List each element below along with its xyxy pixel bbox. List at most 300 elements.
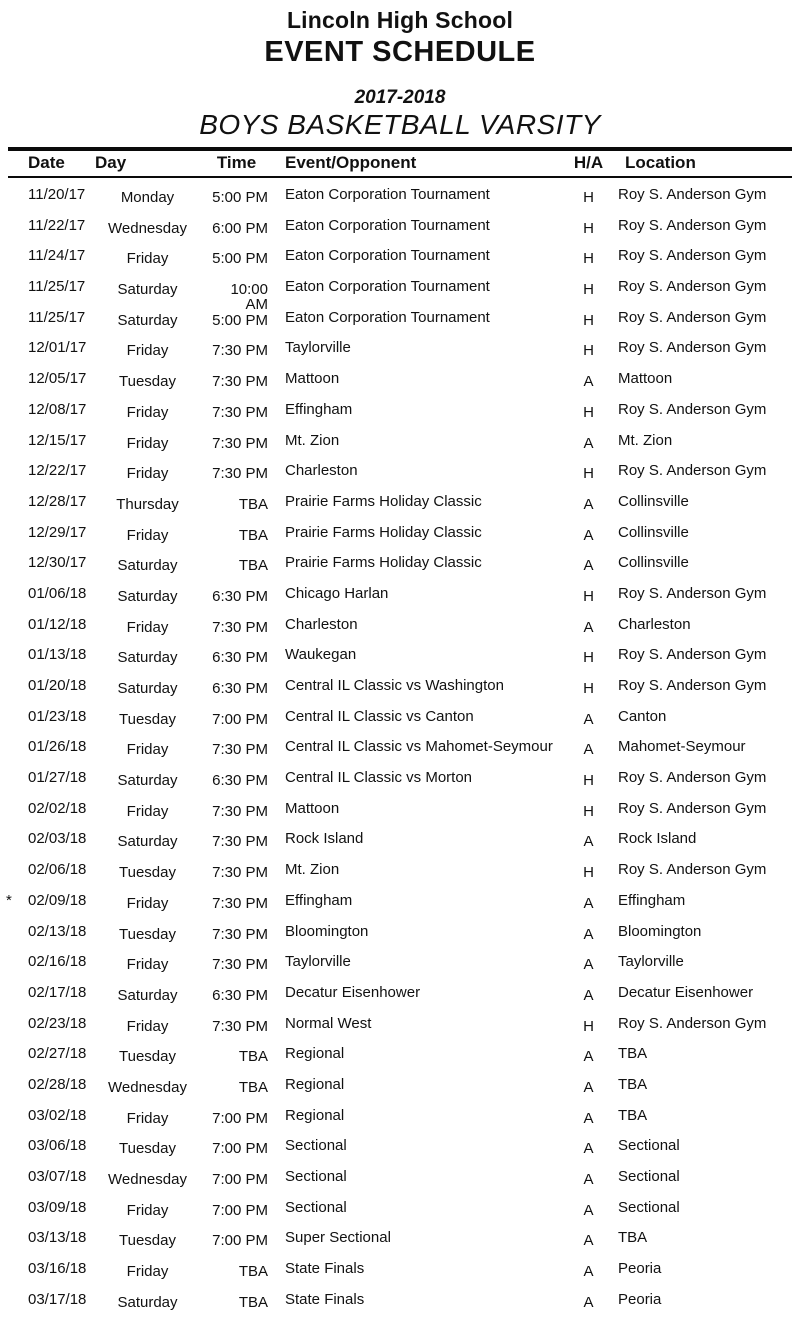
date-cell: 03/02/18: [28, 1106, 87, 1124]
home-away-cell: A: [583, 986, 594, 1004]
row-marker: [0, 489, 28, 494]
date-cell: 12/30/17: [28, 554, 87, 572]
event-opponent-cell: Prairie Farms Holiday Classic: [285, 492, 482, 510]
event-opponent-cell: Charleston: [285, 615, 358, 633]
time-cell: 5:00 PM: [212, 250, 268, 268]
home-away-cell: A: [583, 434, 594, 452]
home-away-cell: H: [583, 1017, 594, 1035]
home-away-cell: A: [583, 618, 594, 636]
table-row: [0, 1011, 800, 1042]
table-row: [0, 1041, 800, 1072]
table-row: [0, 704, 800, 735]
home-away-cell: A: [583, 1048, 594, 1066]
row-marker: [0, 428, 28, 433]
table-row: [0, 796, 800, 827]
home-away-cell: A: [583, 956, 594, 974]
event-opponent-cell: Eaton Corporation Tournament: [285, 247, 490, 265]
row-marker: [0, 458, 28, 463]
day-cell: Friday: [126, 1017, 169, 1035]
home-away-cell: A: [583, 1078, 594, 1096]
location-cell: TBA: [618, 1075, 648, 1093]
event-opponent-cell: Bloomington: [285, 922, 369, 940]
table-row: [0, 581, 800, 612]
time-cell: 7:30 PM: [212, 833, 268, 851]
home-away-cell: H: [583, 465, 594, 483]
page-title: EVENT SCHEDULE: [264, 36, 536, 68]
day-cell: Saturday: [117, 1293, 178, 1311]
table-row: [0, 274, 800, 314]
table-row: [0, 673, 800, 704]
date-cell: 01/23/18: [28, 707, 87, 725]
home-away-cell: A: [583, 1232, 594, 1250]
table-row: [0, 919, 800, 950]
table-row: [0, 612, 800, 643]
table-row: [0, 1225, 800, 1256]
event-opponent-cell: Eaton Corporation Tournament: [285, 216, 490, 234]
location-cell: Roy S. Anderson Gym: [618, 400, 767, 418]
event-opponent-cell: Taylorville: [285, 953, 351, 971]
location-cell: Roy S. Anderson Gym: [618, 278, 767, 296]
row-marker: [0, 1225, 28, 1230]
day-cell: Tuesday: [119, 864, 176, 882]
row-marker: [0, 734, 28, 739]
event-opponent-cell: Decatur Eisenhower: [285, 983, 421, 1001]
day-cell: Tuesday: [119, 1232, 176, 1250]
event-opponent-cell: Super Sectional: [285, 1229, 391, 1247]
day-cell: Friday: [126, 1201, 169, 1219]
location-cell: Sectional: [618, 1168, 680, 1185]
table-row: [0, 520, 800, 551]
day-cell: Tuesday: [119, 373, 176, 391]
day-cell: Tuesday: [119, 1140, 176, 1158]
time-cell: 7:30 PM: [212, 618, 268, 636]
time-cell: 5:00 PM: [212, 189, 268, 206]
date-cell: 12/08/17: [28, 400, 87, 418]
date-cell: 01/26/18: [28, 738, 87, 756]
date-cell: 02/16/18: [28, 953, 87, 971]
location-cell: Collinsville: [618, 554, 689, 572]
location-cell: Bloomington: [618, 922, 702, 940]
location-cell: Roy S. Anderson Gym: [618, 861, 767, 879]
location-cell: Mahomet-Seymour: [618, 738, 746, 756]
table-row: [0, 489, 800, 520]
home-away-cell: A: [583, 557, 594, 575]
home-away-cell: H: [583, 772, 594, 790]
event-opponent-cell: Charleston: [285, 462, 358, 480]
home-away-cell: A: [583, 894, 594, 912]
day-cell: Friday: [126, 618, 169, 636]
day-cell: Friday: [126, 894, 169, 912]
table-row: [0, 826, 800, 857]
event-opponent-cell: Effingham: [285, 891, 353, 909]
day-cell: Saturday: [117, 986, 178, 1004]
date-cell: 02/06/18: [28, 861, 87, 879]
location-cell: Roy S. Anderson Gym: [618, 677, 767, 694]
table-row: [0, 1103, 800, 1134]
table-row: [0, 888, 800, 919]
row-marker: [0, 213, 28, 218]
time-cell: TBA: [238, 1263, 268, 1281]
event-opponent-cell: State Finals: [285, 1290, 365, 1308]
day-cell: Tuesday: [119, 925, 176, 943]
location-cell: TBA: [618, 1045, 648, 1063]
row-marker: [0, 305, 28, 310]
home-away-cell: A: [583, 833, 594, 851]
location-cell: Canton: [618, 707, 667, 725]
time-cell: 7:30 PM: [212, 956, 268, 974]
event-opponent-cell: Central IL Classic vs Mahomet-Seymour: [285, 738, 553, 756]
table-row: [0, 182, 800, 213]
home-away-cell: H: [583, 649, 594, 667]
location-cell: Charleston: [618, 615, 691, 633]
table-row: [0, 335, 800, 366]
time-cell: 10:00 AM: [230, 281, 268, 314]
table-row: [0, 428, 800, 459]
location-cell: Rock Island: [618, 830, 697, 848]
home-away-cell: A: [583, 710, 594, 728]
location-cell: Roy S. Anderson Gym: [618, 769, 767, 787]
home-away-cell: A: [583, 1293, 594, 1311]
table-row: [0, 949, 800, 980]
home-away-cell: A: [583, 925, 594, 943]
row-marker: [0, 1195, 28, 1200]
day-cell: Friday: [126, 1263, 169, 1281]
table-row: [0, 1072, 800, 1103]
day-cell: Saturday: [117, 649, 178, 667]
event-opponent-cell: Mt. Zion: [285, 431, 340, 449]
row-marker: [0, 1256, 28, 1261]
date-cell: 11/22/17: [28, 216, 86, 234]
row-marker: [0, 1103, 28, 1108]
event-opponent-cell: Waukegan: [285, 646, 357, 664]
day-cell: Friday: [126, 802, 169, 820]
time-cell: TBA: [238, 1293, 268, 1311]
home-away-cell: A: [583, 1109, 594, 1127]
day-cell: Saturday: [117, 281, 178, 299]
day-cell: Tuesday: [119, 1048, 176, 1066]
row-marker: [0, 1133, 28, 1138]
date-cell: 02/27/18: [28, 1045, 87, 1063]
home-away-cell: A: [583, 1201, 594, 1219]
day-cell: Friday: [126, 434, 169, 452]
date-cell: 11/25/17: [28, 278, 86, 296]
time-cell: 6:00 PM: [212, 219, 268, 237]
day-cell: Thursday: [116, 495, 179, 513]
column-header-day: Day: [95, 153, 127, 172]
time-cell: TBA: [238, 1078, 268, 1096]
page-header: [0, 0, 800, 139]
location-cell: Peoria: [618, 1260, 662, 1278]
schedule-rows: [0, 178, 800, 1317]
home-away-cell: H: [583, 189, 594, 206]
table-row: [0, 305, 800, 336]
time-cell: 7:00 PM: [212, 1109, 268, 1127]
time-cell: 7:00 PM: [212, 1140, 268, 1158]
home-away-cell: H: [583, 250, 594, 268]
event-opponent-cell: Central IL Classic vs Canton: [285, 707, 474, 725]
date-cell: 03/17/18: [28, 1290, 87, 1308]
table-row: [0, 1164, 800, 1195]
row-marker: [0, 397, 28, 402]
row-marker: [0, 919, 28, 924]
column-header-location: Location: [625, 153, 696, 172]
date-cell: 02/28/18: [28, 1075, 87, 1093]
location-cell: Mt. Zion: [618, 431, 673, 449]
day-cell: Friday: [126, 956, 169, 974]
time-cell: 7:00 PM: [212, 710, 268, 728]
date-cell: 03/09/18: [28, 1198, 87, 1216]
home-away-cell: A: [583, 741, 594, 759]
row-marker: [0, 857, 28, 862]
date-cell: 02/09/18: [28, 891, 87, 909]
event-opponent-cell: Rock Island: [285, 830, 364, 848]
home-away-cell: A: [583, 1263, 594, 1281]
date-cell: 11/25/17: [28, 308, 86, 326]
location-cell: Roy S. Anderson Gym: [618, 646, 767, 664]
row-marker: [0, 1164, 28, 1169]
date-cell: 12/15/17: [28, 431, 87, 449]
time-cell: 6:30 PM: [212, 680, 268, 697]
row-marker: [0, 612, 28, 617]
event-opponent-cell: Normal West: [285, 1014, 372, 1032]
location-cell: Roy S. Anderson Gym: [618, 247, 767, 265]
event-opponent-cell: Regional: [285, 1045, 345, 1063]
day-cell: Wednesday: [108, 1078, 187, 1096]
column-header-home-away: H/A: [573, 153, 604, 172]
time-cell: 7:30 PM: [212, 864, 268, 882]
day-cell: Saturday: [117, 311, 178, 329]
day-cell: Friday: [126, 465, 169, 483]
event-opponent-cell: Regional: [285, 1075, 345, 1093]
home-away-cell: A: [583, 373, 594, 391]
date-cell: 12/22/17: [28, 462, 87, 480]
table-row: [0, 1195, 800, 1226]
event-opponent-cell: Regional: [285, 1106, 345, 1124]
day-cell: Wednesday: [108, 1171, 187, 1188]
table-row: [0, 243, 800, 274]
location-cell: Sectional: [618, 1137, 680, 1155]
row-marker: [0, 765, 28, 770]
event-opponent-cell: Sectional: [285, 1198, 347, 1216]
home-away-cell: H: [583, 403, 594, 421]
location-cell: TBA: [618, 1106, 648, 1124]
location-cell: Mattoon: [618, 370, 673, 388]
location-cell: Roy S. Anderson Gym: [618, 799, 767, 817]
school-name: Lincoln High School: [286, 7, 514, 33]
day-cell: Saturday: [117, 557, 178, 575]
home-away-cell: H: [583, 864, 594, 882]
date-cell: 03/16/18: [28, 1260, 87, 1278]
row-marker: [0, 1041, 28, 1046]
day-cell: Friday: [126, 526, 169, 544]
location-cell: Roy S. Anderson Gym: [618, 584, 767, 602]
event-opponent-cell: Eaton Corporation Tournament: [285, 308, 490, 326]
time-cell: 6:30 PM: [212, 986, 268, 1004]
home-away-cell: H: [583, 680, 594, 697]
location-cell: Effingham: [618, 891, 686, 909]
table-row: [0, 1133, 800, 1164]
column-header-event: Event/Opponent: [285, 153, 417, 172]
table-row: [0, 1256, 800, 1287]
table-row: [0, 1287, 800, 1318]
time-cell: 7:30 PM: [212, 465, 268, 483]
time-cell: 7:30 PM: [212, 741, 268, 759]
time-cell: 7:30 PM: [212, 894, 268, 912]
row-marker: [0, 520, 28, 525]
date-cell: 03/06/18: [28, 1137, 87, 1155]
time-cell: 7:30 PM: [212, 802, 268, 820]
row-marker: [0, 704, 28, 709]
home-away-cell: H: [583, 311, 594, 329]
date-cell: 12/05/17: [28, 370, 87, 388]
location-cell: Sectional: [618, 1198, 680, 1216]
location-cell: TBA: [618, 1229, 648, 1247]
event-opponent-cell: Mattoon: [285, 370, 340, 388]
row-marker: [0, 1011, 28, 1016]
date-cell: 12/01/17: [28, 339, 87, 357]
time-cell: TBA: [238, 1048, 268, 1066]
day-cell: Saturday: [117, 680, 178, 697]
row-marker: [0, 1287, 28, 1292]
day-cell: Friday: [126, 403, 169, 421]
event-opponent-cell: Taylorville: [285, 339, 351, 357]
home-away-cell: A: [583, 526, 594, 544]
location-cell: Roy S. Anderson Gym: [618, 186, 767, 203]
time-cell: 7:30 PM: [212, 1017, 268, 1035]
row-marker: [0, 550, 28, 555]
event-opponent-cell: State Finals: [285, 1260, 365, 1278]
day-cell: Friday: [126, 342, 169, 360]
season-label: 2017-2018: [354, 87, 446, 108]
time-cell: 7:30 PM: [212, 373, 268, 391]
row-marker: [0, 826, 28, 831]
table-row: [0, 213, 800, 244]
day-cell: Wednesday: [108, 219, 187, 237]
row-marker: [0, 274, 28, 279]
date-cell: 01/27/18: [28, 769, 87, 787]
row-marker: [0, 642, 28, 647]
date-cell: 03/07/18: [28, 1168, 87, 1185]
row-marker: [0, 581, 28, 586]
location-cell: Roy S. Anderson Gym: [618, 339, 767, 357]
row-marker: [0, 243, 28, 248]
date-cell: 02/03/18: [28, 830, 87, 848]
event-opponent-cell: Eaton Corporation Tournament: [285, 186, 490, 203]
table-header-row: [0, 151, 800, 176]
table-row: [0, 642, 800, 673]
home-away-cell: H: [583, 342, 594, 360]
table-row: [0, 765, 800, 796]
date-cell: 01/12/18: [28, 615, 87, 633]
location-cell: Taylorville: [618, 953, 684, 971]
time-cell: TBA: [238, 526, 268, 544]
date-cell: 11/24/17: [28, 247, 86, 265]
column-header-time: Time: [216, 153, 257, 172]
time-cell: 5:00 PM: [212, 311, 268, 329]
event-opponent-cell: Prairie Farms Holiday Classic: [285, 523, 482, 541]
location-cell: Roy S. Anderson Gym: [618, 462, 767, 480]
time-cell: 6:30 PM: [212, 772, 268, 790]
time-cell: 7:30 PM: [212, 403, 268, 421]
row-marker: [0, 182, 28, 187]
home-away-cell: H: [583, 281, 594, 299]
date-cell: 01/13/18: [28, 646, 87, 664]
event-opponent-cell: Central IL Classic vs Washington: [285, 677, 504, 694]
time-cell: TBA: [238, 495, 268, 513]
team-title: BOYS BASKETBALL VARSITY: [199, 109, 601, 140]
event-opponent-cell: Sectional: [285, 1168, 347, 1185]
location-cell: Roy S. Anderson Gym: [618, 308, 767, 326]
day-cell: Monday: [120, 189, 175, 206]
row-marker: [0, 949, 28, 954]
date-cell: 12/29/17: [28, 523, 87, 541]
row-marker: [0, 980, 28, 985]
event-opponent-cell: Mattoon: [285, 799, 340, 817]
location-cell: Collinsville: [618, 492, 689, 510]
time-cell: 7:00 PM: [212, 1171, 268, 1188]
home-away-cell: H: [583, 219, 594, 237]
table-row: [0, 550, 800, 581]
date-cell: 02/02/18: [28, 799, 87, 817]
time-cell: 7:00 PM: [212, 1232, 268, 1250]
time-cell: TBA: [238, 557, 268, 575]
home-away-cell: A: [583, 1140, 594, 1158]
column-header-date: Date: [28, 153, 65, 172]
event-opponent-cell: Prairie Farms Holiday Classic: [285, 554, 482, 572]
time-cell: 7:30 PM: [212, 434, 268, 452]
date-cell: 02/23/18: [28, 1014, 87, 1032]
location-cell: Roy S. Anderson Gym: [618, 216, 767, 234]
home-away-cell: H: [583, 587, 594, 605]
event-opponent-cell: Central IL Classic vs Morton: [285, 769, 473, 787]
day-cell: Friday: [126, 1109, 169, 1127]
table-row: [0, 980, 800, 1011]
location-cell: Roy S. Anderson Gym: [618, 1014, 767, 1032]
row-marker: [0, 796, 28, 801]
event-opponent-cell: Chicago Harlan: [285, 584, 389, 602]
time-cell: 6:30 PM: [212, 587, 268, 605]
time-cell: 6:30 PM: [212, 649, 268, 667]
day-cell: Tuesday: [119, 710, 176, 728]
table-row: [0, 734, 800, 765]
location-cell: Decatur Eisenhower: [618, 983, 754, 1001]
table-row: [0, 857, 800, 888]
location-cell: Collinsville: [618, 523, 689, 541]
date-cell: 01/20/18: [28, 677, 87, 694]
home-away-cell: H: [583, 802, 594, 820]
home-away-cell: A: [583, 495, 594, 513]
row-marker: *: [6, 891, 12, 909]
location-cell: Peoria: [618, 1290, 662, 1308]
home-away-cell: A: [583, 1171, 594, 1188]
date-cell: 02/13/18: [28, 922, 87, 940]
time-cell: 7:30 PM: [212, 342, 268, 360]
table-row: [0, 397, 800, 428]
day-cell: Friday: [126, 250, 169, 268]
row-marker: [0, 1072, 28, 1077]
date-cell: 11/20/17: [28, 186, 86, 203]
event-opponent-cell: Mt. Zion: [285, 861, 340, 879]
day-cell: Saturday: [117, 587, 178, 605]
day-cell: Saturday: [117, 772, 178, 790]
event-opponent-cell: Sectional: [285, 1137, 347, 1155]
time-cell: 7:30 PM: [212, 925, 268, 943]
date-cell: 01/06/18: [28, 584, 87, 602]
date-cell: 03/13/18: [28, 1229, 87, 1247]
time-cell: 7:00 PM: [212, 1201, 268, 1219]
table-row: [0, 458, 800, 489]
day-cell: Saturday: [117, 833, 178, 851]
